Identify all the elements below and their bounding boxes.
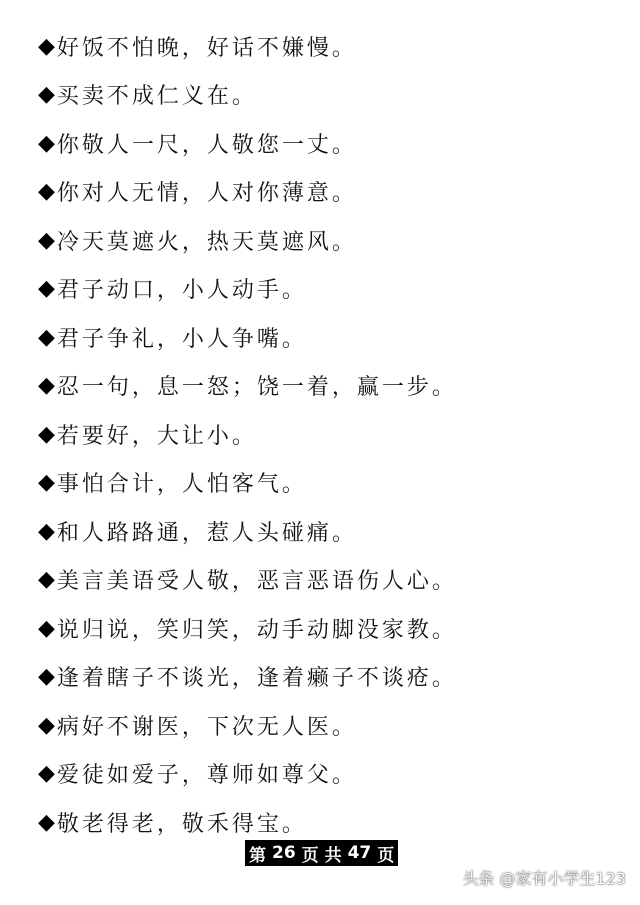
proverb-text: 买卖不成仁义在。: [56, 84, 257, 110]
proverb-text: 爱徒如爱子，尊师如尊父。: [56, 763, 357, 789]
proverb-text: 忍一句，息一怒；饶一着，赢一步。: [56, 375, 457, 401]
watermark: 头条 @家有小学生123: [462, 869, 626, 888]
diamond-bullet-icon: ◆: [38, 227, 55, 253]
diamond-bullet-icon: ◆: [38, 712, 55, 738]
proverb-text: 敬老得老，敬禾得宝。: [56, 811, 307, 837]
list-item: [38, 168, 618, 217]
proverb-text: 美言美语受人敬，恶言恶语伤人心。: [56, 569, 457, 595]
proverb-text: 君子争礼，小人争嘴。: [56, 326, 307, 352]
diamond-bullet-icon: ◆: [38, 518, 55, 544]
list-item: [38, 71, 618, 120]
diamond-bullet-icon: ◆: [38, 373, 55, 399]
diamond-bullet-icon: ◆: [38, 130, 55, 156]
diamond-bullet-icon: ◆: [38, 809, 55, 835]
proverb-text: 君子动口，小人动手。: [56, 278, 307, 304]
diamond-bullet-icon: ◆: [38, 761, 55, 787]
list-item: [38, 556, 618, 605]
footer-prefix: 第: [249, 845, 266, 866]
proverb-text: 说归说，笑归笑，动手动脚没家教。: [56, 617, 457, 643]
diamond-bullet-icon: ◆: [38, 567, 55, 593]
diamond-bullet-icon: ◆: [38, 615, 55, 641]
footer-middle: 页 共: [301, 845, 342, 866]
list-item: [38, 216, 618, 265]
proverb-text: 若要好，大让小。: [56, 423, 257, 449]
list-item: [38, 653, 618, 702]
proverb-text: 好饭不怕晚，好话不嫌慢。: [56, 35, 357, 61]
list-item: [38, 459, 618, 508]
list-item: [38, 22, 618, 71]
list-item: [38, 410, 618, 459]
proverb-text: 事怕合计，人怕客气。: [56, 472, 307, 498]
list-item: [38, 362, 618, 411]
diamond-bullet-icon: ◆: [38, 179, 55, 205]
proverb-text: 你对人无情，人对你薄意。: [56, 181, 357, 207]
proverb-text: 逢着瞎子不谈光，逢着癞子不谈疮。: [56, 666, 457, 692]
diamond-bullet-icon: ◆: [38, 324, 55, 350]
proverb-text: 病好不谢医，下次无人医。: [56, 714, 357, 740]
proverb-list: [38, 22, 618, 847]
diamond-bullet-icon: ◆: [38, 664, 55, 690]
diamond-bullet-icon: ◆: [38, 33, 55, 59]
list-item: [38, 604, 618, 653]
diamond-bullet-icon: ◆: [38, 82, 55, 108]
diamond-bullet-icon: ◆: [38, 470, 55, 496]
proverb-text: 你敬人一尺，人敬您一丈。: [56, 132, 357, 158]
list-item: [38, 119, 618, 168]
list-item: [38, 265, 618, 314]
list-item: [38, 750, 618, 799]
total-pages-number: 47: [347, 843, 372, 863]
diamond-bullet-icon: ◆: [38, 276, 55, 302]
proverb-text: 和人路路通，惹人头碰痛。: [56, 520, 357, 546]
list-item: [38, 701, 618, 750]
footer-suffix: 页: [377, 845, 395, 866]
current-page-number: 26: [272, 843, 296, 863]
proverb-text: 冷天莫遮火，热天莫遮风。: [56, 229, 357, 255]
diamond-bullet-icon: ◆: [38, 421, 55, 447]
list-item: [38, 507, 618, 556]
page-number-footer: [245, 840, 398, 866]
list-item: [38, 313, 618, 362]
